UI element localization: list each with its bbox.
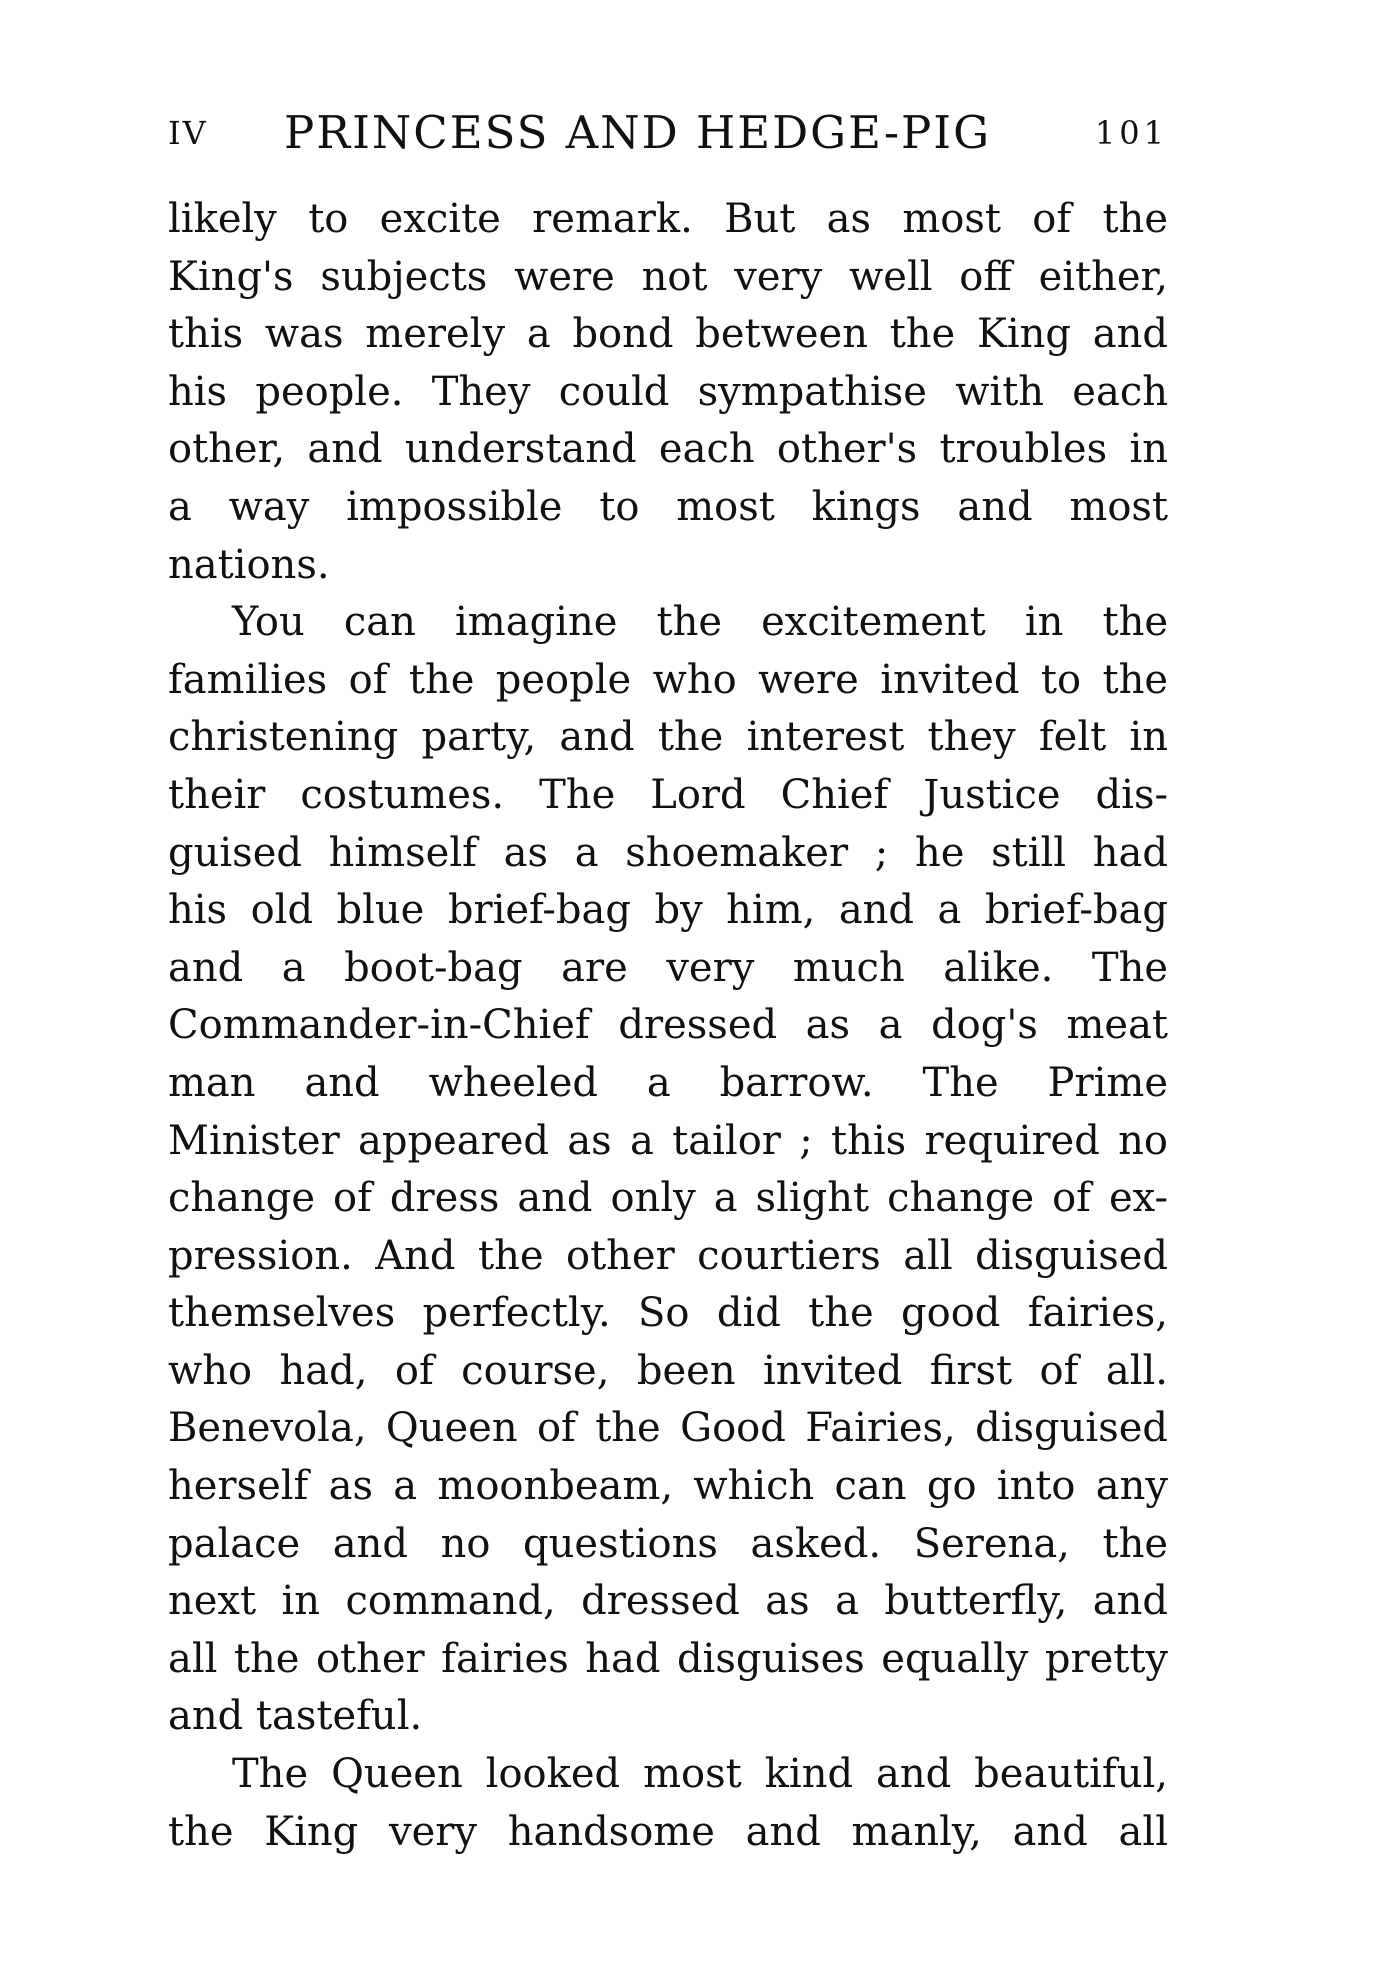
chapter-number: IV bbox=[168, 114, 208, 152]
text-line: and a boot-bag are very much alike. The bbox=[168, 944, 1168, 991]
text-line: King's subjects were not very well off either, bbox=[168, 253, 1168, 300]
text-line: their costumes. The Lord Chief Justice dis- bbox=[168, 771, 1168, 818]
text-line: nations. bbox=[168, 541, 330, 588]
body-text bbox=[168, 191, 1168, 1861]
text-line: themselves perfectly. So did the good fairies, bbox=[168, 1290, 1168, 1337]
text-line: pression. And the other courtiers all disguised bbox=[168, 1232, 1168, 1279]
text-line: change of dress and only a slight change of ex- bbox=[168, 1175, 1168, 1222]
text-line: The Queen looked most kind and beautiful, bbox=[232, 1751, 1168, 1798]
page-number: 101 bbox=[1094, 114, 1168, 152]
text-line: his old blue brief-bag by him, and a brief-bag bbox=[168, 887, 1168, 934]
text-line: all the other fairies had disguises equally pretty bbox=[168, 1635, 1168, 1682]
text-line: who had, of course, been invited first of all. bbox=[168, 1347, 1168, 1394]
text-line: the King very handsome and manly, and all bbox=[168, 1808, 1168, 1855]
text-line: likely to excite remark. But as most of the bbox=[168, 196, 1168, 242]
text-line: Minister appeared as a tailor ; this required no bbox=[168, 1117, 1168, 1164]
running-head bbox=[168, 98, 1168, 168]
text-line: You can imagine the excitement in the bbox=[232, 599, 1168, 646]
text-line: this was merely a bond between the King and bbox=[168, 311, 1168, 358]
text-line: christening party, and the interest they felt in bbox=[168, 714, 1168, 761]
text-line: next in command, dressed as a butterfly, and bbox=[168, 1578, 1168, 1625]
text-line: families of the people who were invited to the bbox=[168, 656, 1168, 703]
text-line: palace and no questions asked. Serena, the bbox=[168, 1520, 1168, 1567]
text-line: Benevola, Queen of the Good Fairies, disguised bbox=[168, 1405, 1168, 1452]
running-title: PRINCESS AND HEDGE-PIG bbox=[284, 106, 992, 159]
text-line: and tasteful. bbox=[168, 1693, 423, 1740]
text-line: Commander-in-Chief dressed as a dog's meat bbox=[168, 1002, 1168, 1049]
text-line: man and wheeled a barrow. The Prime bbox=[168, 1059, 1168, 1106]
text-line: herself as a moonbeam, which can go into any bbox=[168, 1463, 1168, 1510]
text-line: his people. They could sympathise with each bbox=[168, 368, 1168, 415]
text-line: guised himself as a shoemaker ; he still had bbox=[168, 829, 1168, 876]
text-line: other, and understand each other's troubles in bbox=[168, 426, 1168, 473]
text-line: a way impossible to most kings and most bbox=[168, 483, 1168, 530]
